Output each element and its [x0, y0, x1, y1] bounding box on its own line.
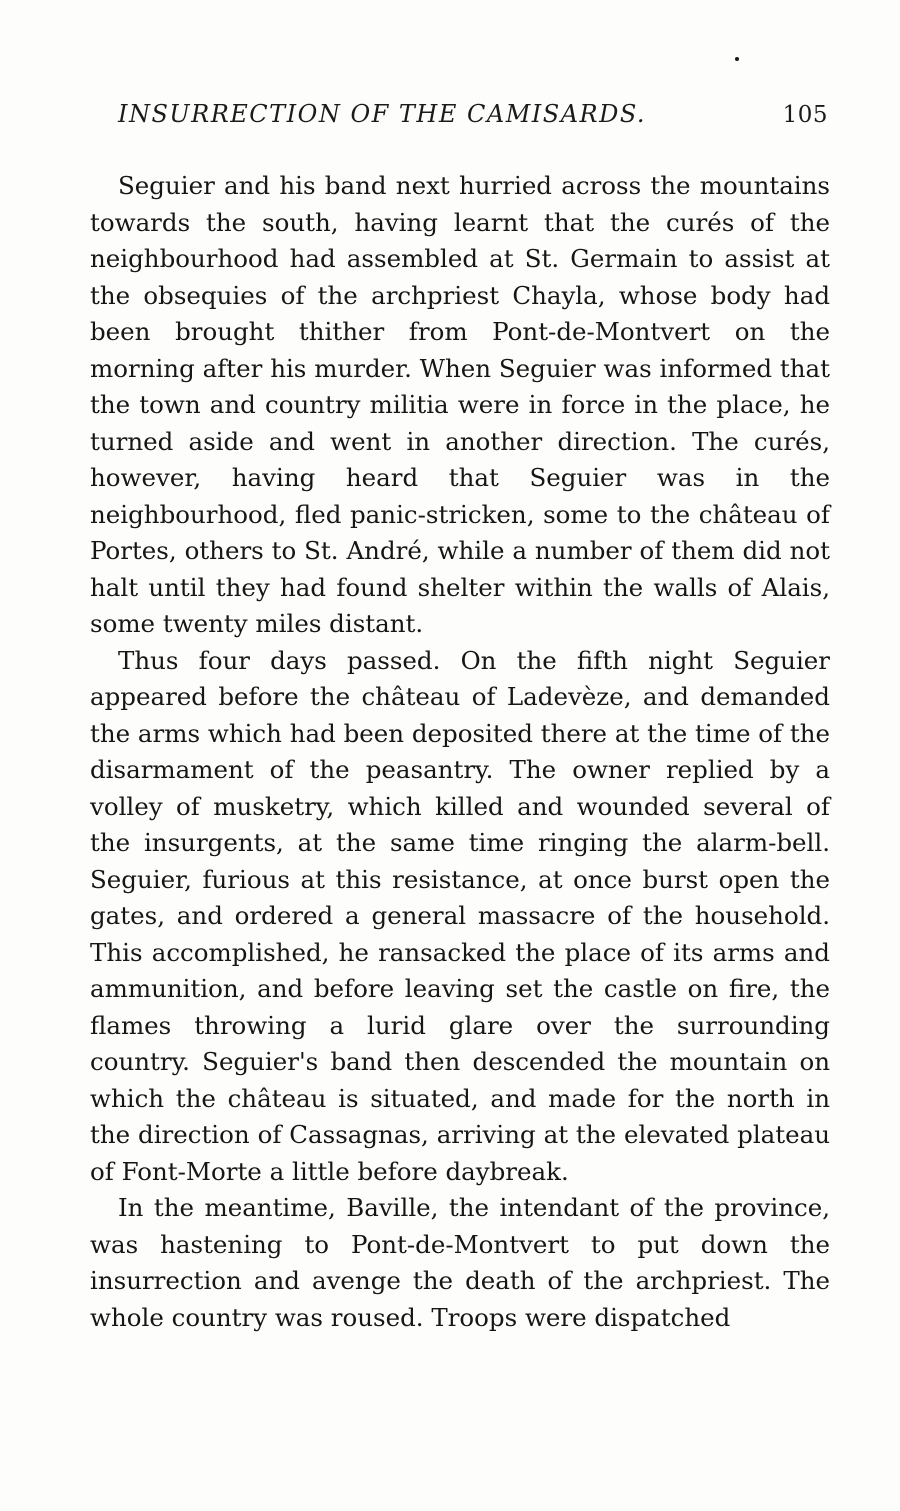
paragraph-2: Thus four days passed. On the fifth night Seguier appeared before the château of Ladevèze, and demanded the arms which had been deposited there at the time of the disarmament of the peasantry. The owner replied by a volley of musketry, which killed and wounded several of the insurgents, at the same time ringing the alarm-bell. Seguier, furious at this resistance, at once burst open the gates, and ordered a general massacre of the household. This accomplished, he ransacked the place of its arms and ammunition, and before leaving set the castle on fire, the flames throwing a lurid glare over the surrounding country. Seguier's band then descended the mountain on which the château is situated, and made for the north in the direction of Cassagnas, arriving at the elevated plateau of Font-Morte a little before daybreak.	[90, 645, 830, 1186]
running-head	[118, 100, 828, 144]
body-text	[90, 168, 830, 1336]
paragraph-3: In the meantime, Baville, the intendant of the province, was hastening to Pont-de-Montvert to put down the insurrection and avenge the death of the archpriest. The whole country was roused. Troops were dispatched	[90, 1193, 830, 1332]
ink-speck	[735, 57, 739, 61]
running-head-title: INSURRECTION OF THE CAMISARDS.	[118, 100, 647, 128]
page-number: 105	[782, 102, 828, 128]
paragraph-1: Seguier and his band next hurried across the mountains towards the south, having learnt that the curés of the neighbourhood had assembled at St. Germain to assist at the obsequies of the archpriest Chayla, whose body had been brought thither from Pont-de-Montvert on the morning after his murder. When Seguier was informed that the town and country militia were in force in the place, he turned aside and went in another direction. The curés, however, having heard that Seguier was in the neighbourhood, fled panic-stricken, some to the château of Portes, others to St. André, while a number of them did not halt until they had found shelter within the walls of Alais, some twenty miles distant.	[90, 171, 830, 638]
